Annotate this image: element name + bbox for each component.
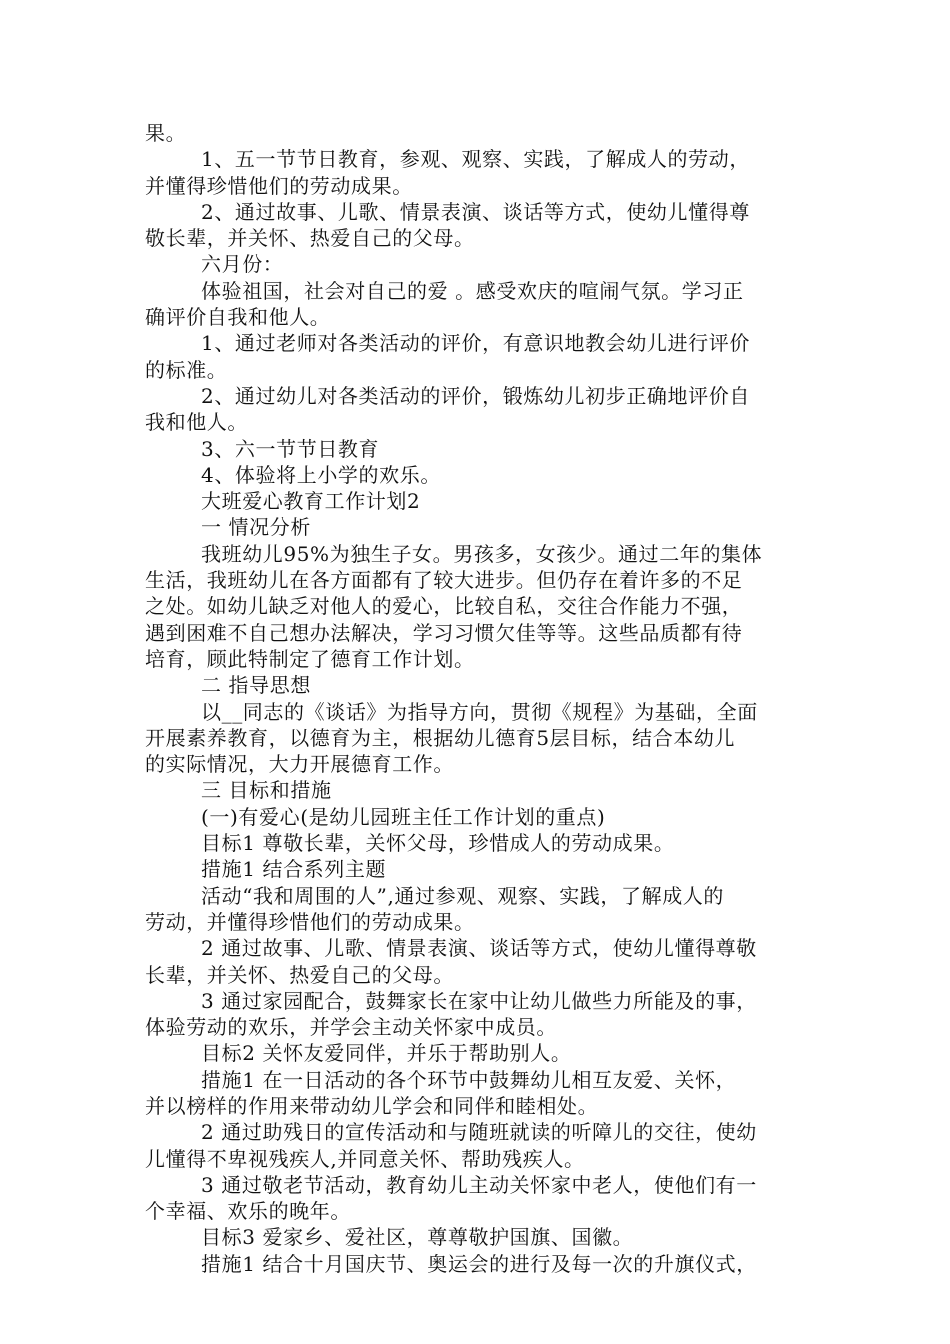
text-line: 一 情况分析: [201, 515, 311, 540]
text-line: 我和他人。: [145, 410, 248, 435]
text-line: 果。: [145, 121, 187, 145]
text-line: 措施1 在一日活动的各个环节中鼓舞幼儿相互友爱、关怀，: [201, 1067, 737, 1092]
text-line: 2 通过故事、儿歌、情景表演、谈话等方式，使幼儿懂得尊敬: [201, 936, 757, 961]
text-line: 1、通过老师对各类活动的评价，有意识地教会幼儿进行评价: [201, 331, 750, 356]
text-line: 确评价自我和他人。: [145, 305, 331, 330]
document-body: [145, 120, 815, 1277]
text-line: 并懂得珍惜他们的劳动成果。: [145, 173, 413, 198]
text-line: 劳动，并懂得珍惜他们的劳动成果。: [145, 909, 475, 934]
text-line: 目标3 爱家乡、爱社区，尊尊敬护国旗、国徽。: [201, 1225, 634, 1250]
text-line: 1、五一节节日教育，参观、观察、实践，了解成人的劳动，: [201, 147, 750, 172]
text-line: 个幸福、欢乐的晚年。: [145, 1199, 351, 1224]
text-line: 六月份：: [201, 252, 284, 277]
text-line: 体验祖国，社会对自己的爱 。感受欢庆的喧闹气氛。学习正: [201, 278, 744, 303]
text-line: 2、通过故事、儿歌、情景表演、谈话等方式，使幼儿懂得尊: [201, 199, 750, 224]
text-line: 3 通过家园配合，鼓舞家长在家中让幼儿做些力所能及的事，: [201, 988, 757, 1013]
text-line: 二 指导思想: [201, 673, 311, 698]
text-line: 4、体验将上小学的欢乐。: [201, 462, 441, 487]
text-line: 敬长辈，并关怀、热爱自己的父母。: [145, 226, 475, 251]
text-line: 体验劳动的欢乐，并学会主动关怀家中成员。: [145, 1015, 557, 1040]
text-line: (一)有爱心(是幼儿园班主任工作计划的重点): [201, 804, 606, 829]
text-line: 我班幼儿95%为独生子女。男孩多，女孩少。通过二年的集体: [201, 541, 763, 566]
text-line: 开展素养教育，以德育为主，根据幼儿德育5层目标，结合本幼儿: [145, 725, 736, 750]
text-line: 长辈，并关怀、热爱自己的父母。: [145, 962, 454, 987]
text-line: 并以榜样的作用来带动幼儿学会和同伴和睦相处。: [145, 1093, 599, 1118]
text-line: 2、通过幼儿对各类活动的评价，锻炼幼儿初步正确地评价自: [201, 383, 750, 408]
text-line: 儿懂得不卑视残疾人,并同意关怀、帮助残疾人。: [145, 1146, 585, 1171]
text-line: 遇到困难不自己想办法解决，学习习惯欠佳等等。这些品质都有待: [145, 620, 743, 645]
text-line: 目标1 尊敬长辈，关怀父母，珍惜成人的劳动成果。: [201, 831, 675, 856]
text-line: 生活，我班幼儿在各方面都有了较大进步。但仍存在着许多的不足: [145, 568, 743, 593]
text-line: 活动“我和周围的人”,通过参观、观察、实践，了解成人的: [201, 883, 725, 908]
text-line: 的实际情况，大力开展德育工作。: [145, 752, 454, 777]
text-line: 3 通过敬老节活动，教育幼儿主动关怀家中老人，使他们有一: [201, 1172, 757, 1197]
text-line: 措施1 结合系列主题: [201, 857, 387, 882]
text-line: 大班爱心教育工作计划2: [201, 489, 421, 514]
text-line: 2 通过助残日的宣传活动和与随班就读的听障儿的交往，使幼: [201, 1120, 757, 1145]
text-line: 目标2 关怀友爱同伴，并乐于帮助别人。: [201, 1041, 572, 1066]
text-line: 3、六一节节日教育: [201, 436, 380, 461]
text-line: 三 目标和措施: [201, 778, 332, 803]
text-line: 以__同志的《谈话》为指导方向，贯彻《规程》为基础，全面: [201, 699, 758, 724]
text-line: 措施1 结合十月国庆节、奥运会的进行及每一次的升旗仪式，: [201, 1251, 757, 1276]
text-line: 之处。如幼儿缺乏对他人的爱心，比较自私，交往合作能力不强，: [145, 594, 743, 619]
text-line: 培育，顾此特制定了德育工作计划。: [145, 646, 475, 671]
text-line: 的标准。: [145, 357, 228, 382]
